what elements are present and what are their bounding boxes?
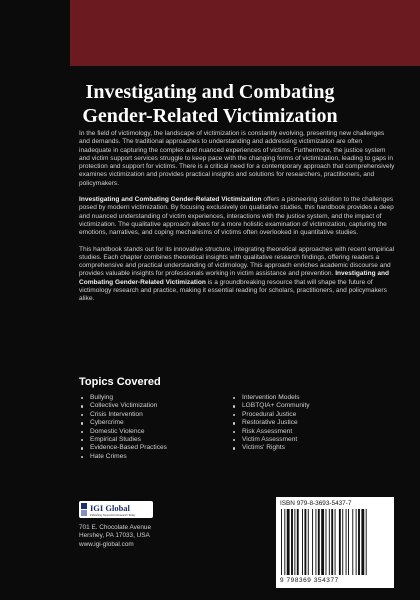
topics-list-left xyxy=(79,394,167,461)
isbn-barcode xyxy=(276,497,394,588)
barcode-bar xyxy=(361,509,364,575)
barcode-bar xyxy=(318,509,320,575)
book-title-line-2: Gender-Related Victimization xyxy=(82,105,338,127)
barcode-bar xyxy=(312,509,313,575)
barcode-bar xyxy=(281,509,282,575)
barcode-bar xyxy=(308,509,309,575)
barcode-bar xyxy=(352,509,353,575)
description-paragraph-2 xyxy=(79,196,395,237)
logo-mark-square xyxy=(81,510,87,516)
topic-item: Cybercrime xyxy=(79,419,167,427)
publisher-address xyxy=(79,524,151,549)
description-title-ref: Investigating and Combating Gender-Related Victimization xyxy=(79,196,262,204)
barcode-bars xyxy=(281,509,389,575)
barcode-bar xyxy=(326,509,327,575)
logo-mark-square xyxy=(81,503,87,509)
topic-item: Victims' Rights xyxy=(231,444,310,452)
address-street: 701 E. Chocolate Avenue xyxy=(79,524,152,531)
barcode-bar xyxy=(339,509,341,575)
barcode-bar xyxy=(366,509,367,575)
topics-heading: Topics Covered xyxy=(79,376,161,388)
title-color-band xyxy=(70,0,420,66)
barcode-bar xyxy=(302,509,303,575)
logo-wordmark: IGI Global xyxy=(90,503,130,513)
barcode-bar xyxy=(321,509,324,575)
book-description xyxy=(79,130,395,312)
barcode-bar xyxy=(346,509,347,575)
barcode-bar xyxy=(304,509,306,575)
topic-item: Bullying xyxy=(79,394,167,402)
topic-item: Domestic Violence xyxy=(79,428,167,436)
description-paragraph-2-text: offers a pioneering solution to the challenges posed by modern victimization. By focusing exclusively on qualitative studies, this handbook provides a deep and nuanced understanding of victim experiences, interactions with the justice system, and the impact of victimization. The qualitative approach allows for a more holistic examination of victimization, capturing the emotions, narratives, and coping mechanisms of victims often overlooked in quantitative studies. xyxy=(79,196,394,237)
barcode-digits: 9 798369 354377 xyxy=(280,577,339,584)
barcode-bar xyxy=(358,509,360,575)
barcode-bar xyxy=(329,509,330,575)
address-city: Hershey, PA 17033, USA xyxy=(79,532,150,540)
barcode-bar xyxy=(335,509,336,575)
topics-list-right xyxy=(231,394,310,453)
logo-tagline: Publishing Tomorrow's Research Today xyxy=(90,514,136,517)
description-paragraph-3-end: is a groundbreaking resource that will shape the future of victimology research and practice, making it essential reading for scholars, practitioners, and policymakers alike. xyxy=(79,278,387,303)
barcode-bar xyxy=(342,509,343,575)
topic-item: Victim Assessment xyxy=(231,436,310,444)
isbn-label: ISBN 979-8-3693-5437-7 xyxy=(280,500,352,507)
topic-item: Empirical Studies xyxy=(79,436,167,444)
barcode-bar xyxy=(331,509,333,575)
description-paragraph-3-start: This handbook stands out for its innovative structure, integrating theoretical approaches with recent empirical studies. Each chapter combines theoretical insights with qualitative research findings, offering readers a comprehensive and practical understanding of victimology. This approach enriches academic discourse and provides valuable insights for professionals working in victim assistance and prevention. xyxy=(79,245,395,278)
topic-item: LGBTQIA+ Community xyxy=(231,402,310,410)
barcode-bar xyxy=(356,509,357,575)
barcode-bar xyxy=(348,509,349,575)
book-title-line-1: Investigating and Combating xyxy=(85,81,335,103)
barcode-bar xyxy=(297,509,299,575)
topic-item: Crisis Intervention xyxy=(79,411,167,419)
barcode-bar xyxy=(291,509,293,575)
topic-item: Restorative Justice xyxy=(231,419,310,427)
description-paragraph-1: In the field of victimology, the landscape of victimization is constantly evolving, presenting new challenges and demands. The traditional approaches to understanding and addressing victimization are often inadequate in capturing the complex and nuanced experiences of victims. Furthermore, the justice system and victim support services struggle to keep pace with the changing forms of victimization, leading to gaps in protection and support for victims. There is a critical need for a contemporary approach that comprehensively examines victimization and provides practical insights and solutions for researchers, practitioners, and policymakers. xyxy=(79,130,395,187)
topic-item: Collective Victimization xyxy=(79,402,167,410)
barcode-bar xyxy=(315,509,316,575)
topic-item: Risk Assessment xyxy=(231,428,310,436)
publisher-logo xyxy=(79,501,153,518)
topic-item: Evidence-Based Practices xyxy=(79,444,167,452)
publisher-website: www.igi-global.com xyxy=(79,540,134,548)
topic-item: Intervention Models xyxy=(231,394,310,402)
barcode-bar xyxy=(287,509,290,575)
publisher-logo-graphic xyxy=(79,501,153,518)
topic-item: Hate Crimes xyxy=(79,453,167,461)
barcode-bar xyxy=(294,509,295,575)
topic-item: Procedural Justice xyxy=(231,411,310,419)
barcode-bar xyxy=(284,509,285,575)
description-title-ref-2: Investigating and Combating Gender-Related Victimization xyxy=(79,270,390,286)
book-title xyxy=(0,80,420,128)
description-paragraph-3 xyxy=(79,246,395,304)
